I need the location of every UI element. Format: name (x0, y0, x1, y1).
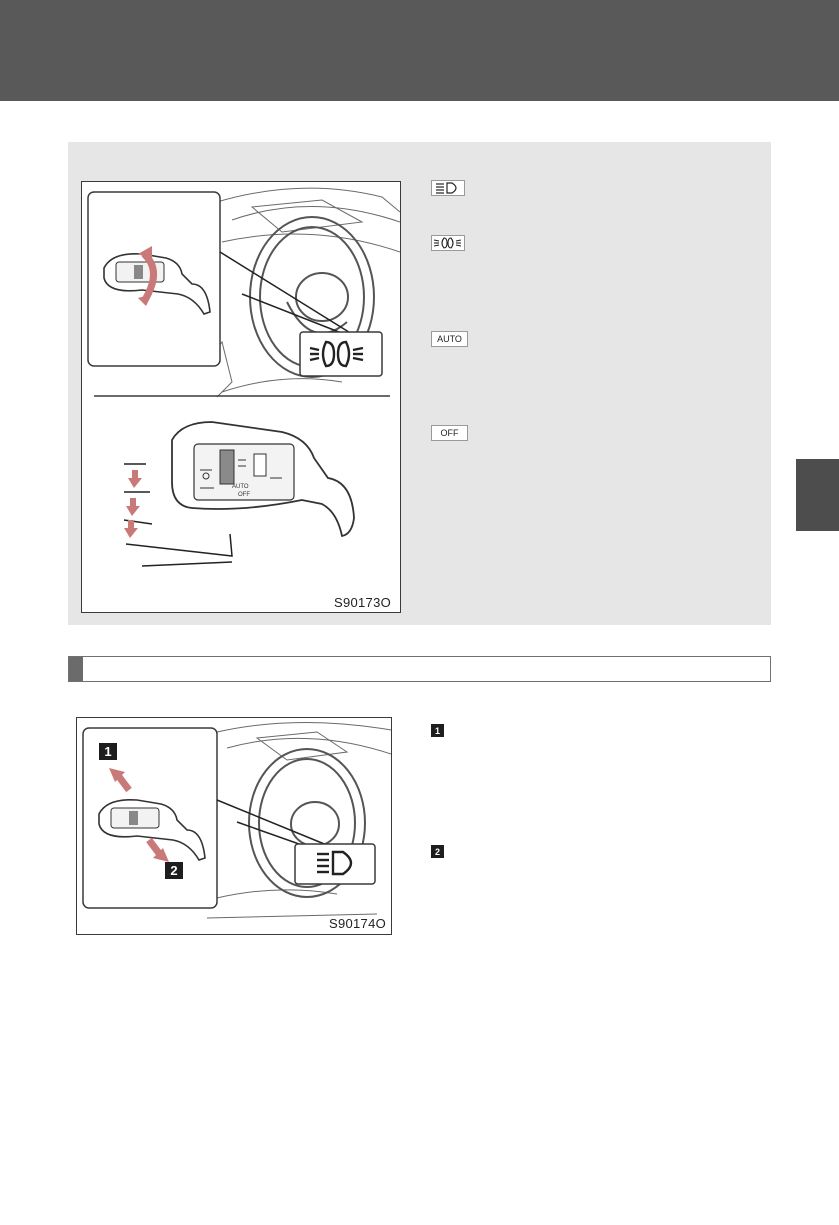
dashboard-illustration (82, 182, 401, 613)
step-badge-2: 2 (431, 845, 444, 858)
page-header-bar (0, 0, 839, 101)
low-beam-headlight-icon (431, 235, 465, 251)
section-marker (69, 657, 83, 681)
dashboard-illustration-2 (77, 718, 392, 935)
chapter-side-tab (796, 459, 839, 531)
headlight-switch-figure (81, 181, 401, 613)
lever-label-off: OFF (238, 492, 250, 498)
switch-position-arrows (124, 470, 142, 538)
figure-badge-2: 2 (165, 862, 183, 879)
auto-mode-icon (431, 331, 468, 347)
step-badge-1: 1 (431, 724, 444, 737)
high-beam-headlight-icon (431, 180, 465, 196)
high-beam-figure (76, 717, 392, 935)
figure-badge-1: 1 (99, 743, 117, 760)
figure-code-2: S90174O (329, 916, 387, 931)
off-label: OFF (440, 427, 459, 438)
off-mode-icon (431, 425, 468, 441)
auto-label: AUTO (437, 333, 462, 344)
figure-code: S90173O (334, 595, 392, 610)
section-heading-bar (68, 656, 771, 682)
lever-label-auto: AUTO (232, 484, 249, 490)
